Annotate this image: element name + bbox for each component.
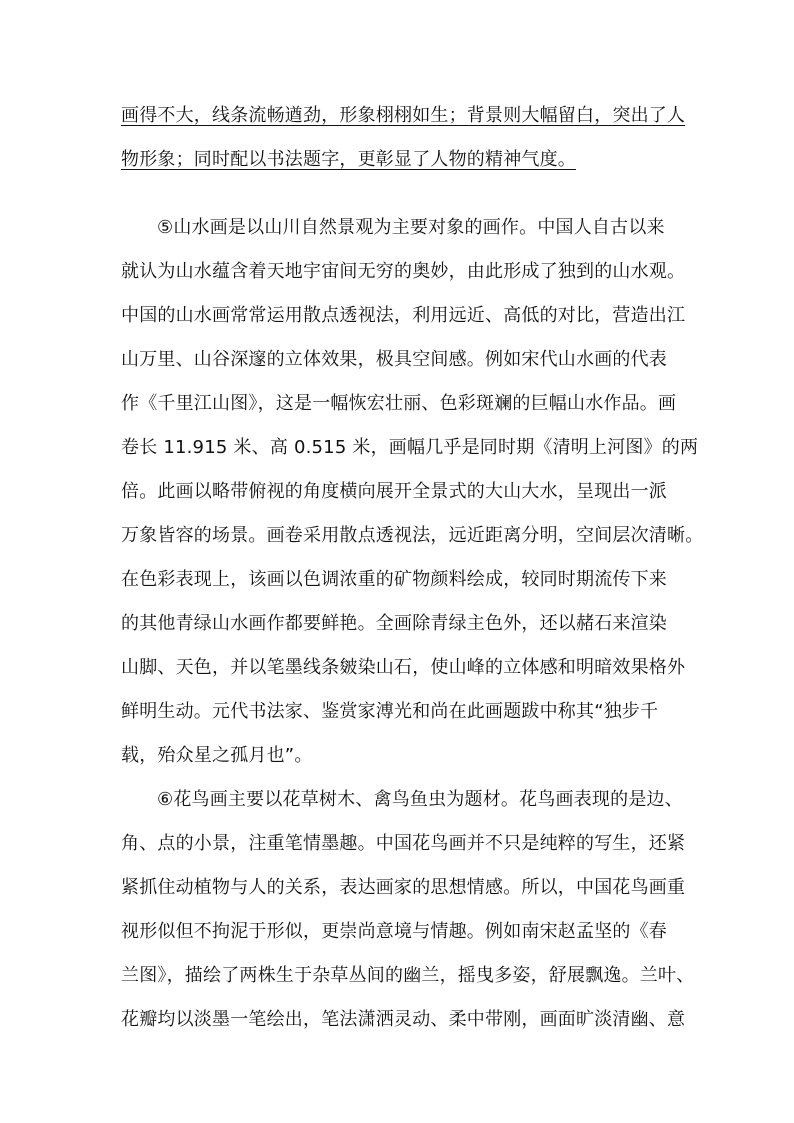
paragraph-5-line-9: 在色彩表现上，该画以色调浓重的矿物颜料绘成，较同时期流传下来: [121, 569, 667, 590]
paragraph-5-line-13: 载，殆众星之孤月也”。: [121, 745, 313, 766]
paragraph-5-line-8: 万象皆容的场景。画卷采用散点透视法，远近距离分明，空间层次清晰。: [121, 525, 704, 546]
paragraph-5-line-5: 作《千里江山图》，这是一幅恢宏壮丽、色彩斑斓的巨幅山水作品。画: [121, 393, 677, 414]
paragraph-6-line-4: 视形似但不拘泥于形似，更崇尚意境与情趣。例如南宋赵孟坚的《春: [121, 921, 667, 942]
paragraph-intro-line-2: 物形象；同时配以书法题字，更彰显了人物的精神气度。: [121, 149, 576, 170]
paragraph-5-line-11: 山脚、天色，并以笔墨线条皴染山石，使山峰的立体感和明暗效果格外: [121, 657, 686, 678]
paragraph-5-line-12: 鲜明生动。元代书法家、鉴赏家溥光和尚在此画题跋中称其“独步千: [121, 701, 659, 722]
paragraph-5-line-3: 中国的山水画常常运用散点透视法，利用远近、高低的对比，营造出江: [121, 305, 686, 326]
paragraph-intro-line-1: 画得不大，线条流畅遒劲，形象栩栩如生；背景则大幅留白，突出了人: [121, 105, 686, 126]
paragraph-6-line-1: ⑥花鸟画主要以花草树木、禽鸟鱼虫为题材。花鸟画表现的是边、: [157, 789, 683, 810]
paragraph-5-line-2: 就认为山水蕴含着天地宇宙间无穷的奥妙，由此形成了独到的山水观。: [121, 261, 686, 282]
paragraph-6-line-3: 紧抓住动植物与人的关系，表达画家的思想情感。所以，中国花鸟画重: [121, 877, 686, 898]
paragraph-5-line-6: 卷长 11.915 米、高 0.515 米，画幅几乎是同时期《清明上河图》的两: [121, 437, 699, 458]
paragraph-5-line-10: 的其他青绿山水画作都要鲜艳。全画除青绿主色外，还以赭石来渲染: [121, 613, 667, 634]
paragraph-6-line-5: 兰图》，描绘了两株生于杂草丛间的幽兰，摇曳多姿，舒展飘逸。兰叶、: [121, 965, 695, 986]
paragraph-5-line-4: 山万里、山谷深邃的立体效果，极具空间感。例如宋代山水画的代表: [121, 349, 667, 370]
paragraph-5-line-7: 倍。此画以略带俯视的角度横向展开全景式的大山大水，呈现出一派: [121, 481, 667, 502]
paragraph-6-line-2: 角、点的小景，注重笔情墨趣。中国花鸟画并不只是纯粹的写生，还紧: [121, 833, 686, 854]
paragraph-5-line-1: ⑤山水画是以山川自然景观为主要对象的画作。中国人自古以来: [157, 217, 665, 238]
paragraph-6-line-6: 花瓣均以淡墨一笔绘出，笔法潇洒灵动、柔中带刚，画面旷淡清幽、意: [121, 1009, 686, 1030]
